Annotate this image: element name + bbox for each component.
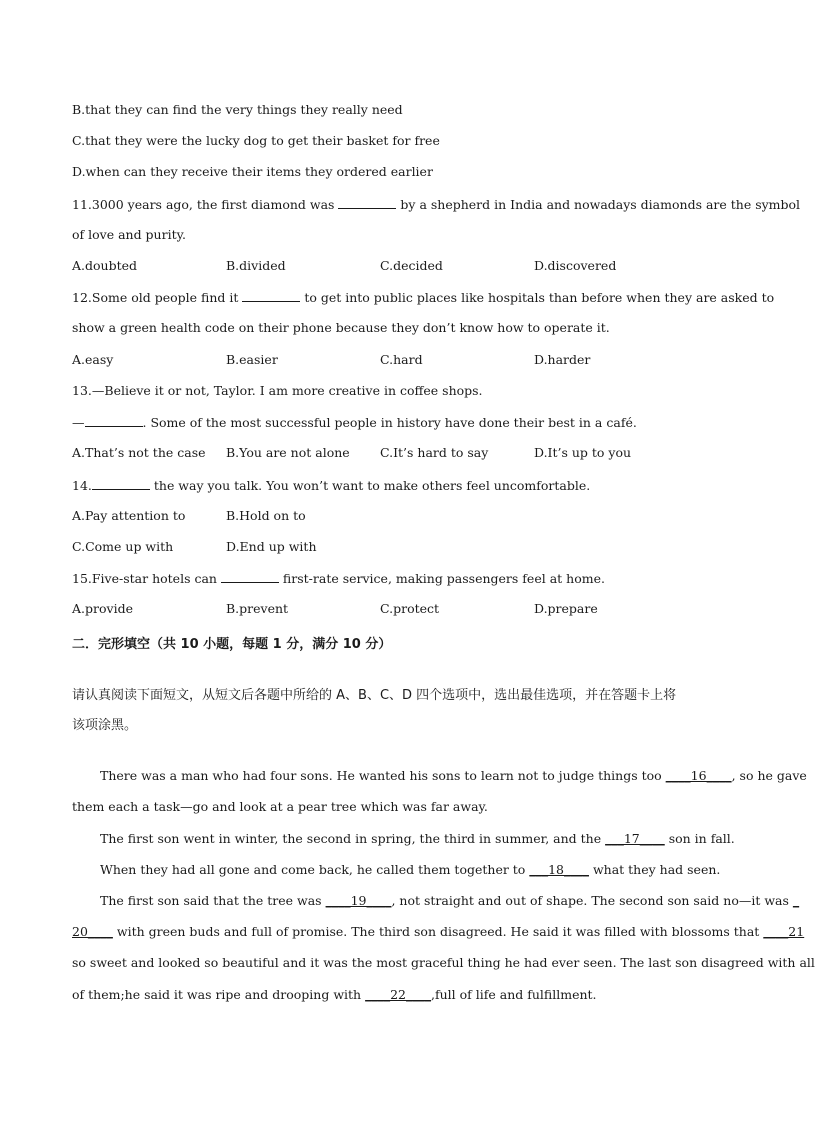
q11-stem-line1 bbox=[72, 196, 800, 213]
blank-20: 20____ bbox=[72, 924, 113, 939]
q13-stem-line1: 13.—Believe it or not, Taylor. I am more creative in coffee shops. bbox=[72, 383, 483, 398]
section2-instruction-line1: 请认真阅读下面短文，从短文后各题中所给的 A、B、C、D 四个选项中，选出最佳选项，并在答题卡上将 bbox=[72, 688, 677, 703]
q15-stem-pre: 15.Five-star hotels can bbox=[72, 571, 221, 586]
blank-22: ____22____ bbox=[365, 987, 431, 1002]
q13-option-b: B.You are not alone bbox=[226, 445, 350, 460]
q15-option-a: A.provide bbox=[72, 601, 133, 616]
q11-blank bbox=[338, 196, 396, 209]
q15-option-b: B.prevent bbox=[226, 601, 289, 616]
passage-p4-line2-mid: with green buds and full of promise. The third son disagreed. He said it was filled with blossoms that bbox=[112, 924, 764, 939]
q12-option-c: C.hard bbox=[380, 352, 423, 367]
q12-blank bbox=[242, 289, 300, 302]
passage-p1-post: , so he gave bbox=[731, 768, 807, 783]
q14-option-c: C.Come up with bbox=[72, 539, 174, 554]
q14-stem-pre: 14. bbox=[72, 478, 92, 493]
q12-stem-post: to get into public places like hospitals than before when they are asked to bbox=[300, 290, 775, 305]
q14-option-b: B.Hold on to bbox=[226, 508, 306, 523]
passage-p3 bbox=[100, 862, 720, 878]
q13-option-a: A.That’s not the case bbox=[72, 445, 206, 460]
q14-option-d: D.End up with bbox=[226, 539, 317, 554]
passage-p3-pre: When they had all gone and come back, he called them together to bbox=[100, 862, 530, 877]
q13-option-c: C.It’s hard to say bbox=[380, 445, 489, 460]
q10-option-c: C.that they were the lucky dog to get their basket for free bbox=[72, 133, 440, 148]
q13-stem-line2 bbox=[72, 414, 637, 431]
q15-option-c: C.protect bbox=[380, 601, 440, 616]
q15-blank bbox=[221, 570, 279, 583]
blank-18: ___18____ bbox=[529, 862, 589, 877]
q13-stem-post: . Some of the most successful people in history have done their best in a café. bbox=[142, 415, 637, 430]
passage-p4-pre: The first son said that the tree was bbox=[100, 893, 326, 908]
passage-p1-line1 bbox=[100, 768, 807, 784]
q13-blank bbox=[85, 414, 143, 427]
q11-option-a: A.doubted bbox=[72, 258, 138, 273]
passage-p2-post: son in fall. bbox=[664, 831, 735, 846]
q14-option-a: A.Pay attention to bbox=[72, 508, 186, 523]
q11-stem-post: by a shepherd in India and nowadays diamonds are the symbol bbox=[396, 197, 801, 212]
blank-19: ____19____ bbox=[325, 893, 392, 908]
q11-stem-pre: 11.3000 years ago, the first diamond was bbox=[72, 197, 339, 212]
passage-p1-line2: them each a task—go and look at a pear tree which was far away. bbox=[72, 799, 488, 814]
passage-p4-line2 bbox=[72, 924, 804, 940]
passage-p4-line4-pre: of them;he said it was ripe and drooping with bbox=[72, 987, 366, 1002]
passage-p4-mid: , not straight and out of shape. The second son said no—it was bbox=[391, 893, 793, 908]
q11-option-c: C.decided bbox=[380, 258, 443, 273]
q12-option-d: D.harder bbox=[534, 352, 591, 367]
passage-p4-line3: so sweet and looked so beautiful and it was the most graceful thing he had ever seen. The last son disagreed with all bbox=[72, 955, 815, 970]
q12-option-b: B.easier bbox=[226, 352, 278, 367]
section2-heading: 二．完形填空（共 10 小题，每题 1 分，满分 10 分） bbox=[72, 637, 392, 652]
section2-instruction-line2: 该项涂黑。 bbox=[72, 718, 138, 733]
q11-option-b: B.divided bbox=[226, 258, 286, 273]
passage-p4-line1 bbox=[100, 893, 799, 909]
blank-20-start: _ bbox=[792, 893, 800, 908]
q10-option-b: B.that they can find the very things they really need bbox=[72, 102, 403, 117]
passage-p3-post: what they had seen. bbox=[588, 862, 721, 877]
q15-stem-post: first-rate service, making passengers feel at home. bbox=[278, 571, 605, 586]
blank-16: ____16____ bbox=[665, 768, 732, 783]
q15-stem-line1 bbox=[72, 570, 605, 587]
q11-option-d: D.discovered bbox=[534, 258, 617, 273]
passage-p2 bbox=[100, 831, 735, 847]
q14-blank bbox=[92, 477, 150, 490]
q13-dash: — bbox=[72, 415, 85, 430]
q12-stem-line2: show a green health code on their phone because they don’t know how to operate it. bbox=[72, 320, 610, 335]
q12-stem-line1 bbox=[72, 289, 774, 306]
q12-option-a: A.easy bbox=[72, 352, 114, 367]
passage-p2-pre: The first son went in winter, the second in spring, the third in summer, and the bbox=[100, 831, 606, 846]
q13-option-d: D.It’s up to you bbox=[534, 445, 632, 460]
passage-p1-pre: There was a man who had four sons. He wanted his sons to learn not to judge things too bbox=[100, 768, 666, 783]
passage-p4-line4 bbox=[72, 987, 597, 1003]
q14-stem-post: the way you talk. You won’t want to make others feel uncomfortable. bbox=[149, 478, 591, 493]
blank-17: ___17____ bbox=[605, 831, 665, 846]
q11-stem-line2: of love and purity. bbox=[72, 227, 186, 242]
blank-21: ____21 bbox=[763, 924, 805, 939]
q12-stem-pre: 12.Some old people find it bbox=[72, 290, 243, 305]
q10-option-d: D.when can they receive their items they ordered earlier bbox=[72, 164, 433, 179]
q15-option-d: D.prepare bbox=[534, 601, 598, 616]
q14-stem-line1 bbox=[72, 477, 590, 494]
passage-p4-line4-post: ,full of life and fulfillment. bbox=[431, 987, 597, 1002]
